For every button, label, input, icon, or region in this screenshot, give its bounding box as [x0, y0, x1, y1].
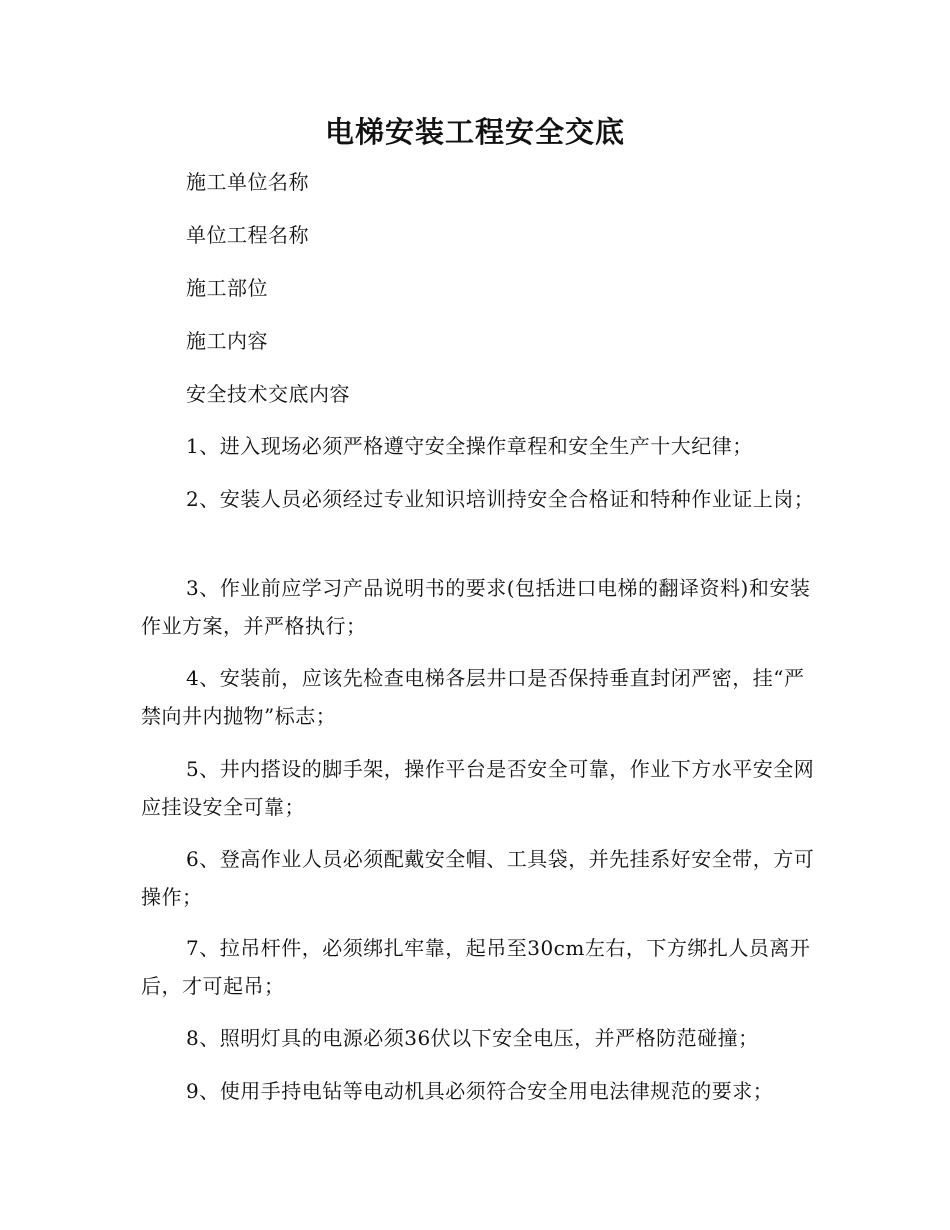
safety-item-4: 4、安装前，应该先检查电梯各层井口是否保持垂直封闭严密，挂“严禁向井内抛物”标志；	[141, 666, 805, 728]
safety-item-3: 3、作业前应学习产品说明书的要求(包括进口电梯的翻译资料)和安装作业方案，并严格执行；	[141, 576, 811, 638]
field-construction-content: 施工内容	[186, 329, 268, 353]
field-project-name: 单位工程名称	[186, 223, 309, 247]
safety-item-8: 8、照明灯具的电源必须36伏以下安全电压，并严格防范碰撞；	[186, 1026, 759, 1050]
safety-item-1: 1、进入现场必须严格遵守安全操作章程和安全生产十大纪律；	[186, 434, 753, 458]
safety-item-9: 9、使用手持电钻等电动机具必须符合安全用电法律规范的要求；	[186, 1079, 774, 1103]
field-construction-unit: 施工单位名称	[186, 170, 309, 194]
safety-item-2: 2、安装人员必须经过专业知识培训持安全合格证和特种作业证上岗；	[186, 487, 815, 511]
safety-item-7: 7、拉吊杆件，必须绑扎牢靠，起吊至30cm左右，下方绑扎人员离开后，才可起吊；	[141, 936, 811, 998]
safety-item-6: 6、登高作业人员必须配戴安全帽、工具袋，并先挂系好安全带，方可操作；	[141, 847, 815, 909]
safety-item-5: 5、井内搭设的脚手架，操作平台是否安全可靠，作业下方水平安全网应挂设安全可靠；	[141, 757, 815, 819]
field-safety-briefing-content: 安全技术交底内容	[186, 382, 350, 406]
document-title: 电梯安装工程安全交底	[324, 115, 625, 149]
field-construction-part: 施工部位	[186, 276, 268, 300]
